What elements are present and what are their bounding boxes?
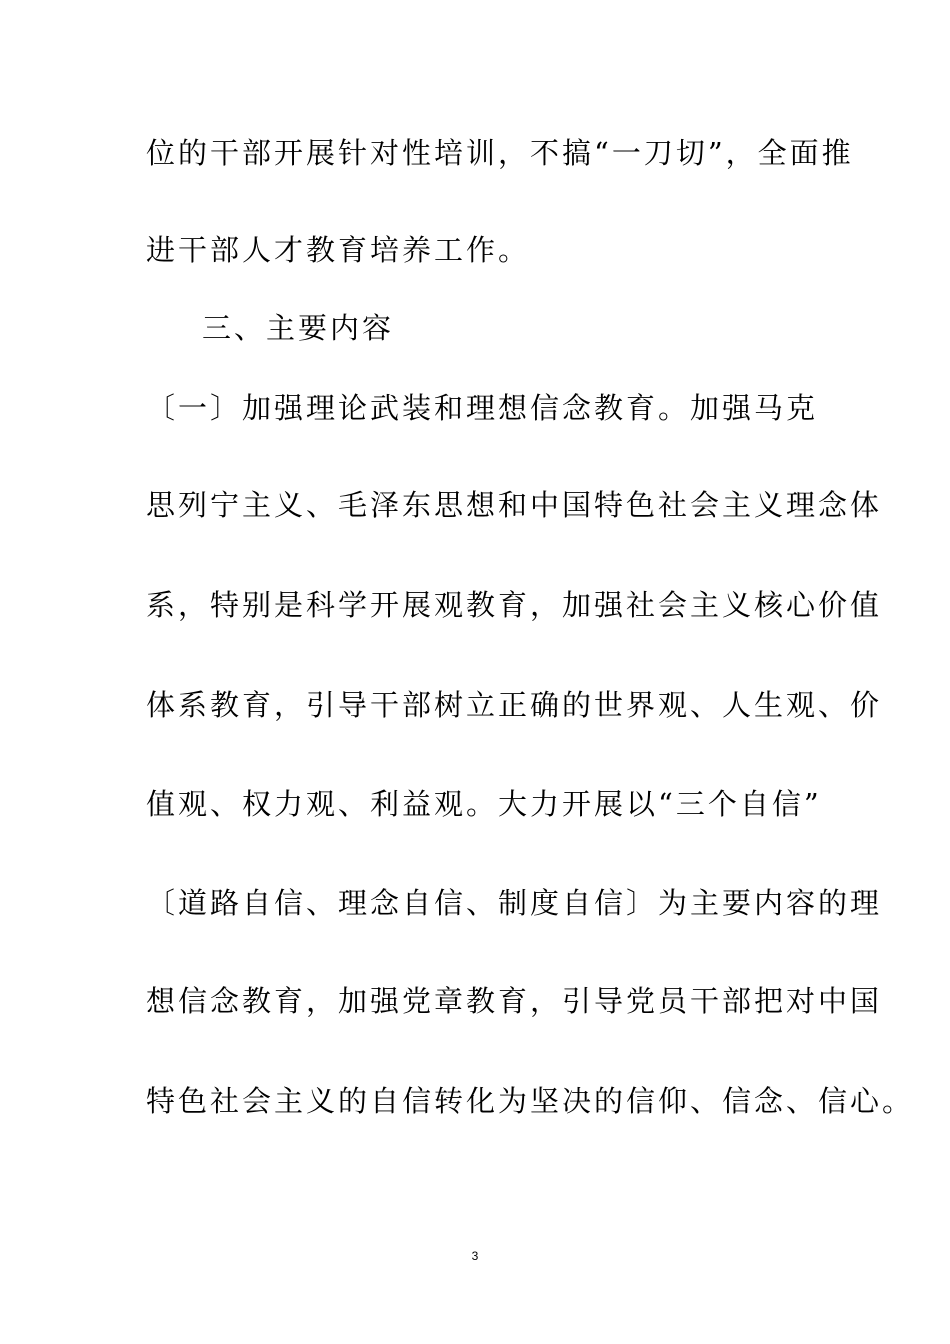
page-number: 3 xyxy=(471,1249,479,1263)
paragraph-line: 体系教育，引导干部树立正确的世界观、人生观、价 xyxy=(146,688,883,722)
section-heading: 三、主要内容 xyxy=(202,311,395,345)
paragraph-line: 〔道路自信、理念自信、制度自信〕为主要内容的理 xyxy=(146,886,883,920)
paragraph-line: 位的干部开展针对性培训，不搞“一刀切”，全面推 xyxy=(146,136,854,170)
paragraph-line: 特色社会主义的自信转化为坚决的信仰、信念、信心。 xyxy=(146,1084,915,1118)
paragraph-line: 思列宁主义、毛泽东思想和中国特色社会主义理念体 xyxy=(146,488,883,522)
paragraph-line: 系，特别是科学开展观教育，加强社会主义核心价值 xyxy=(146,588,883,622)
paragraph-line: 〔一〕加强理论武装和理想信念教育。加强马克 xyxy=(146,391,819,425)
paragraph-line: 进干部人才教育培养工作。 xyxy=(146,233,531,267)
paragraph-line: 想信念教育，加强党章教育，引导党员干部把对中国 xyxy=(146,984,883,1018)
paragraph-line: 值观、权力观、利益观。大力开展以“三个自信” xyxy=(146,787,822,821)
